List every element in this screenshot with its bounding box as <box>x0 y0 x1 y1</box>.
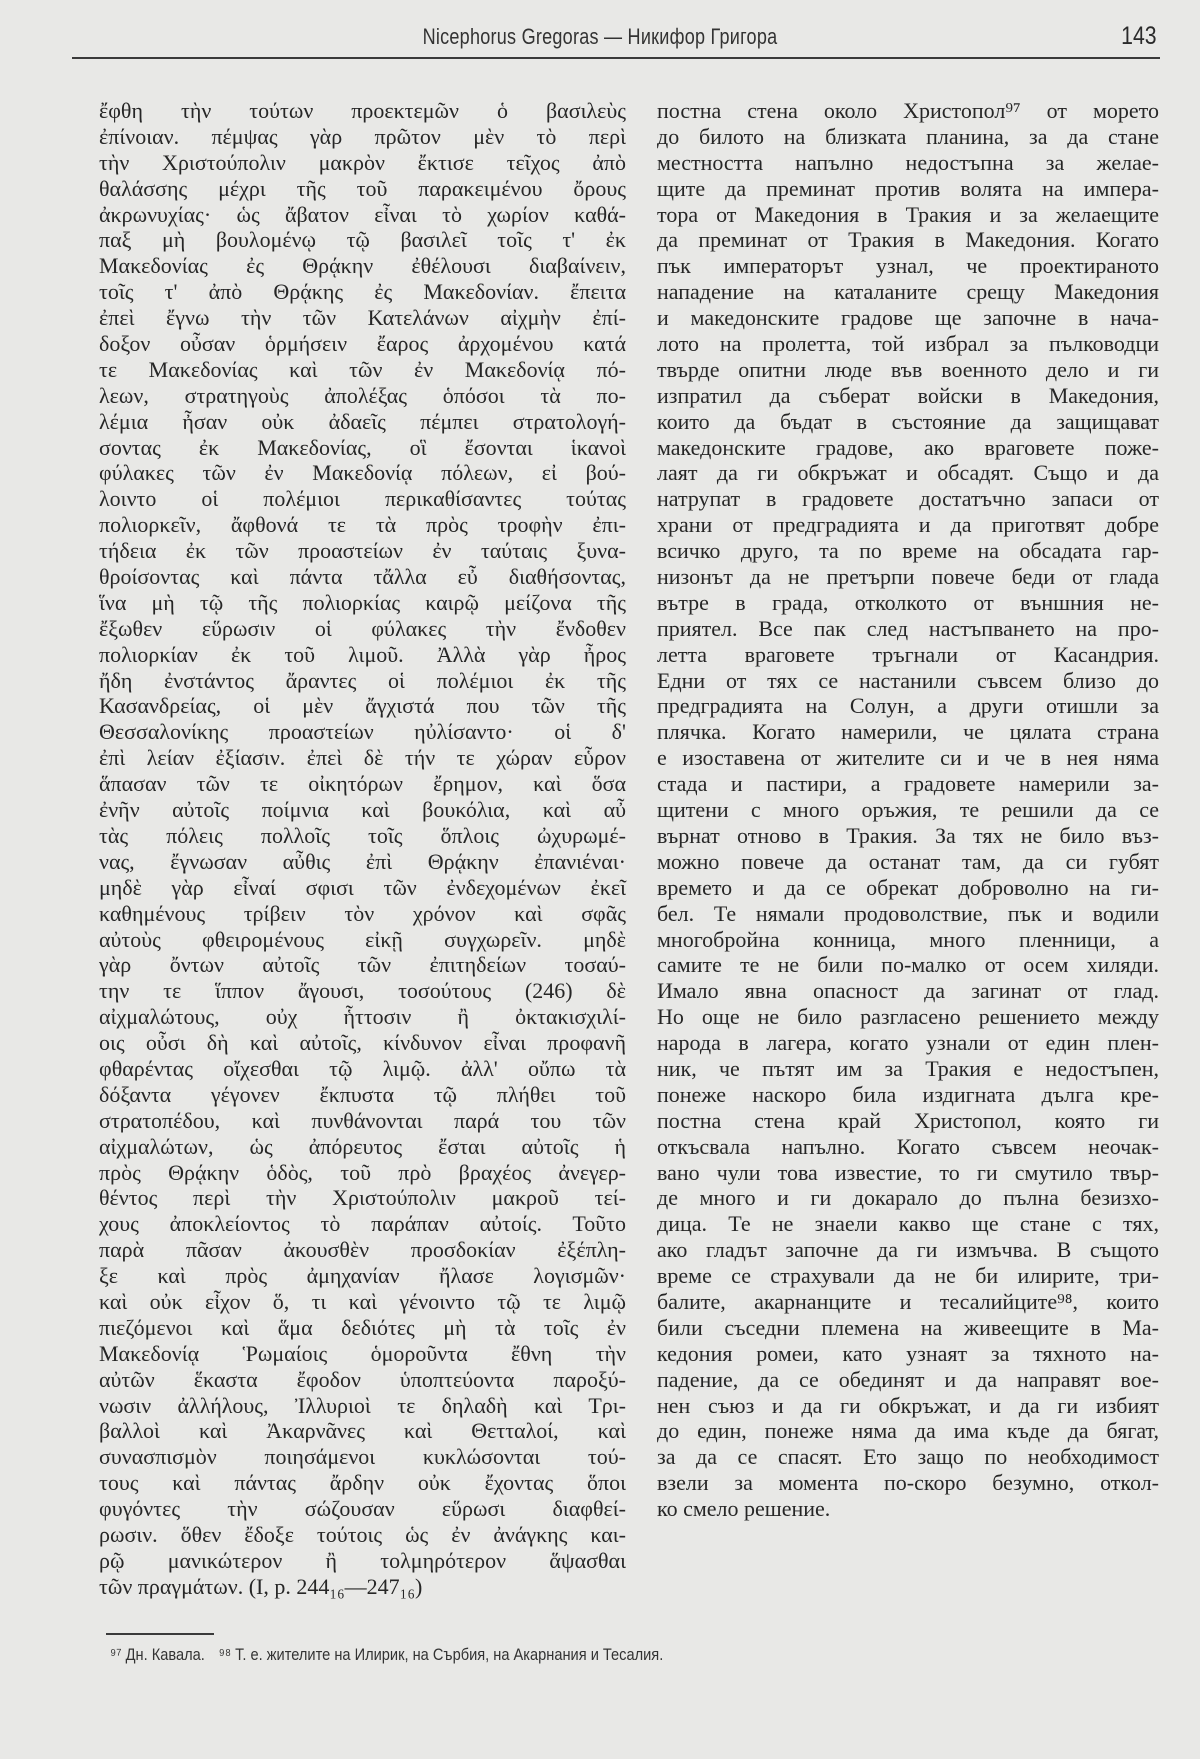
text-line: вътре в града, отколкото от външния не- <box>657 589 1159 615</box>
text-line: Θεσσαλονίκης προαστείων ηὐλίσαντο· οἱ δ' <box>99 719 626 745</box>
text-line: ἤδη ἐνστάντος ἄραντες οἱ πολέμιοι ἐκ τῆς <box>99 667 626 693</box>
text-line: λέμια ἦσαν οὐκ ἀδαεῖς πέμπει στρατολογή- <box>99 408 626 434</box>
text-line: τὰς πόλεις πολλοῖς τοῖς ὅπλοις ὠχυρωμέ- <box>99 822 626 848</box>
text-line: λοιντο οἱ πολέμιοι περικαθίσαντες τούτας <box>99 486 626 512</box>
text-line: летта враговете тръгнали от Касандрия. <box>657 641 1159 667</box>
bulgarian-translation-column <box>657 98 1159 1522</box>
text-line: ἀκρωνυχίας· ὡς ἄβατον εἶναι τὸ χωρίον καθά- <box>99 201 626 227</box>
text-line: στρατοπέδου, καὶ πυνθάνονται παρά του τῶν <box>99 1107 626 1133</box>
text-line: φθαρέντας οἴχεσθαι τῷ λιμῷ. ἀλλ' οὔπω τὰ <box>99 1055 626 1081</box>
text-line: нападение на каталаните срещу Македония <box>657 279 1159 305</box>
text-line: да преминат от Тракия в Македония. Когато <box>657 227 1159 253</box>
text-line: откъсвала напълно. Когато съвсем неочак- <box>657 1133 1159 1159</box>
text-line: времето и да се обрекат доброволно на ги- <box>657 874 1159 900</box>
text-line: τήδεια ἐκ τῶν προαστείων ἐν ταύταις ξυνα- <box>99 538 626 564</box>
text-line: τους καὶ πάντας ἄρδην οὐκ ἔχοντας ὅποι <box>99 1470 626 1496</box>
text-line: ἔφθη τὴν τούτων προεκτεμῶν ὁ βασιλεὺς <box>99 98 626 123</box>
text-line: τὴν Χριστούπολιν μακρὸν ἔκτισε τεῖχος ἀπὸ <box>99 149 626 175</box>
text-line: αὐτῶν ἕκαστα ἔφοδον ὑποπτεύοντα παροξύ- <box>99 1366 626 1392</box>
text-line: θροίσοντας καὶ πάντα τἄλλα εὖ διαθήσοντας, <box>99 564 626 590</box>
text-line: ἐπὶ λείαν ἐξίασιν. ἐπεὶ δὲ τήν τε χώραν εὗρον <box>99 745 626 771</box>
text-line: за да се спасят. Ето защо по необходимост <box>657 1444 1159 1470</box>
text-line: νας, ἔγνωσαν αὖθις ἐπὶ Θρᾴκην ἐπανιέναι· <box>99 848 626 874</box>
text-line: лаят да ги обкръжат и обсадят. Също и да <box>657 460 1159 486</box>
text-line: приятел. Все пак след настъпването на про- <box>657 615 1159 641</box>
text-line: ако гладът започне да ги измъчва. В същото <box>657 1237 1159 1263</box>
text-line: ἐνῆν αὐτοῖς ποίμνια καὶ βουκόλια, καὶ αὖ <box>99 797 626 823</box>
text-line: дица. Те не знаели какво ще стане с тях, <box>657 1211 1159 1237</box>
text-line: σοντας ἐκ Μακεδονίας, οἳ ἔσονται ἱκανοὶ <box>99 434 626 460</box>
text-line: върнат отново в Тракия. За тях не било въз- <box>657 822 1159 848</box>
text-line: ρῷ μανικώτερον ἢ τολμηρότερον ἅψασθαι <box>99 1547 626 1573</box>
text-line: щитени с много оръжия, те решили да се <box>657 797 1159 823</box>
text-line: щите да преминат против волята на импера- <box>657 175 1159 201</box>
text-line: ко смело решение. <box>657 1496 831 1522</box>
text-line: Едни от тях се настанили съвсем близо до <box>657 667 1159 693</box>
footnote-rule <box>106 1633 214 1635</box>
text-line: низонът да не претърпи повече беди от глада <box>657 564 1159 590</box>
text-line: θαλάσσης μέχρι τῆς τοῦ παρακειμένου ὄρους <box>99 175 626 201</box>
text-line: παρὰ πᾶσαν ἀκουσθὲν προσδοκίαν ἐξέπλη- <box>99 1237 626 1263</box>
text-line: ἅπασαν τῶν τε οἰκητόρων ἔρημον, καὶ ὅσα <box>99 771 626 797</box>
text-line: καθημένους τρίβειν τὸν χρόνον καὶ σφᾶς <box>99 900 626 926</box>
text-line: λεων, στρατηγοὺς ἀπολέξας ὁπόσοι τὰ πο- <box>99 382 626 408</box>
text-line: παξ μὴ βουλομένῳ τῷ βασιλεῖ τοῖς τ' ἐκ <box>99 227 626 253</box>
text-line: Μακεδονίας ἐς Θρᾴκην ἐθέλουσι διαβαίνειν, <box>99 253 626 279</box>
text-line: αὐτοὺς φθειρομένους εἰκῇ συγχωρεῖν. μηδὲ <box>99 926 626 952</box>
footnotes <box>110 1645 677 1665</box>
text-line: понеже наскоро била издигната дълга кре- <box>657 1081 1159 1107</box>
text-line: време се страхували да не би илирите, три- <box>657 1263 1159 1289</box>
text-line: ἐπίνοιαν. πέμψας γὰρ πρῶτον μὲν τὸ περὶ <box>99 123 626 149</box>
text-line: лото на пролетта, той избрал за пълководци <box>657 331 1159 357</box>
text-line: ρωσιν. ὅθεν ἔδοξε τούτοις ὡς ἐν ἀνάγκης και- <box>99 1521 626 1547</box>
text-line: Но още не било разгласено решението между <box>657 1004 1159 1030</box>
text-line: взели за момента по-скоро безумно, откол- <box>657 1470 1159 1496</box>
text-line: πολιορκεῖν, ἄφθονά τε τὰ πρὸς τροφὴν ἐπι- <box>99 512 626 538</box>
text-line: φύλακες τῶν ἐν Μακεδονίᾳ πόλεων, εἰ βού- <box>99 460 626 486</box>
text-line: балите, акарнанците и тесалийците⁹⁸, които <box>657 1288 1159 1314</box>
text-line: ἵνα μὴ τῷ τῆς πολιορκίας καιρῷ μείζονα τῆς <box>99 589 626 615</box>
text-line: Имало явна опасност да загинат от глад. <box>657 978 1159 1004</box>
text-line: народа в лагера, когато узнали от един плен- <box>657 1030 1159 1056</box>
text-line: тора от Македония в Тракия и за желаещите <box>657 201 1159 227</box>
text-line: αἰχμαλώτων, ὡς ἀπόρευτος ἔσται αὐτοῖς ἡ <box>99 1133 626 1159</box>
text-line: многобройна конница, много пленници, а <box>657 926 1159 952</box>
text-line: де много и ги докарало до пълна безизхо- <box>657 1185 1159 1211</box>
text-line: вано чули това известие, то ги смутило твър- <box>657 1159 1159 1185</box>
text-line: την τε ἵππον ἄγουσι, τοσούτους (246) δὲ <box>99 978 626 1004</box>
text-line: до билото на близката планина, за да стане <box>657 123 1159 149</box>
text-line: нен съюз и да ги обкръжат, и да ги избият <box>657 1392 1159 1418</box>
text-line: местността напълно недостъпна за желае- <box>657 149 1159 175</box>
text-line: можно повече да останат там, да си губят <box>657 848 1159 874</box>
text-line: твърде опитни люде във военното дело и ги <box>657 356 1159 382</box>
text-line: πολιορκίαν ἐκ τοῦ λιμοῦ. Ἀλλὰ γὰρ ἦρος <box>99 641 626 667</box>
text-line: пък императорът узнал, че проектираното <box>657 253 1159 279</box>
text-line: θέντος περὶ τὴν Χριστούπολιν μακροῦ τεί- <box>99 1185 626 1211</box>
text-line: καὶ οὐκ εἶχον ὅ, τι καὶ γένοιντο τῷ τε λιμῷ <box>99 1288 626 1314</box>
text-line: стада и пастири, а градовете намерили за- <box>657 771 1159 797</box>
text-line: храни от предградията и да приготвят добре <box>657 512 1159 538</box>
header-rule <box>72 57 1160 59</box>
text-line: до един, понеже няма да има къде да бягат, <box>657 1418 1159 1444</box>
text-line: γὰρ ὄντων αὐτοῖς τῶν ἐπιτηδείων τοσαύ- <box>99 952 626 978</box>
text-line: постна стена край Христопол, която ги <box>657 1107 1159 1133</box>
text-line: νωσιν ἀλλήλους, Ἰλλυριοὶ τε δηλαδὴ καὶ Τρι- <box>99 1392 626 1418</box>
text-line: συνασπισμὸν ποιησάμενοι κυκλώσονται τού- <box>99 1444 626 1470</box>
text-line: χους ἀποκλείοντος τὸ παράπαν αὐτοίς. Τοῦτο <box>99 1211 626 1237</box>
text-line: φυγόντες τὴν σώζουσαν εὕρωσι διαφθεί- <box>99 1496 626 1522</box>
text-line: αἰχμαλώτους, οὐχ ἧττοσιν ἢ ὀκτακισχιλί- <box>99 1004 626 1030</box>
text-line: μηδὲ γὰρ εἶναί σφισι τῶν ἐνδεχομένων ἐκεῖ <box>99 874 626 900</box>
text-line: постна стена около Христопол⁹⁷ от морето <box>657 98 1159 123</box>
text-line: били съседни племена на живеещите в Ма- <box>657 1314 1159 1340</box>
text-line: изпратил да съберат войски в Македония, <box>657 382 1159 408</box>
page-number: 143 <box>1121 22 1157 50</box>
footnote: ⁹⁷ Дн. Кавала. <box>110 1645 205 1664</box>
text-line: падение, да се обединят и да направят вое- <box>657 1366 1159 1392</box>
text-line: всичко друго, та по време на обсадата гар- <box>657 538 1159 564</box>
text-line: Μακεδονίᾳ Ῥωμαίοις ὁμοροῦντα ἔθνη τὴν <box>99 1340 626 1366</box>
text-line: плячка. Когато намерили, че цялата страна <box>657 719 1159 745</box>
text-line: кедония ромеи, като узнаят за тяхното на- <box>657 1340 1159 1366</box>
text-line: е изоставена от жителите си и че в нея няма <box>657 745 1159 771</box>
text-line: ник, че пътят им за Тракия е недостъпен, <box>657 1055 1159 1081</box>
text-line: ξε καὶ πρὸς ἀμηχανίαν ἤλασε λογισμῶν· <box>99 1263 626 1289</box>
text-line: δοξον οὖσαν ὁρμήσειν ἔαρος ἀρχομένου κατά <box>99 331 626 357</box>
text-line: τῶν πραγμάτων. (I, p. 244₁₆—247₁₆) <box>99 1573 423 1599</box>
text-line: ἐπεὶ ἔγνω τὴν τῶν Κατελάνων αἰχμὴν ἐπί- <box>99 305 626 331</box>
text-line: ἔξωθεν εὕρωσιν οἱ φύλακες τὴν ἔνδοθεν <box>99 615 626 641</box>
text-line: τε Μακεδονίας καὶ τῶν ἐν Μακεδονίᾳ πό- <box>99 356 626 382</box>
text-line: τοῖς τ' ἀπὸ Θρᾴκης ἐς Μακεδονίαν. ἔπειτα <box>99 279 626 305</box>
text-line: предградията на Солун, а други отишли за <box>657 693 1159 719</box>
text-line: δόξαντα γέγονεν ἔκπυστα τῷ πλήθει τοῦ <box>99 1081 626 1107</box>
running-header-title: Nicephorus Gregoras — Никифор Григора <box>422 24 778 49</box>
text-line: οις οὖσι δὴ καὶ αὐτοῖς, κίνδυνον εἶναι προφανῆ <box>99 1030 626 1056</box>
text-line: самите те не били по-малко от осем хиляди. <box>657 952 1159 978</box>
text-line: и македонските градове ще започне в нача- <box>657 305 1159 331</box>
text-line: πιεζόμενοι καὶ ἅμα δεδιότες μὴ τὰ τοῖς ἐν <box>99 1314 626 1340</box>
text-line: бел. Те нямали продоволствие, пък и водили <box>657 900 1159 926</box>
text-line: натрупат в градовете достатъчно запаси от <box>657 486 1159 512</box>
text-line: македонските градове, ако враговете поже- <box>657 434 1159 460</box>
footnote: ⁹⁸ Т. е. жителите на Илирик, на Сърбия, на Акарнания и Тесалия. <box>218 1645 664 1664</box>
text-line: βαλλοὶ καὶ Ἀκαρνᾶνες καὶ Θετταλοί, καὶ <box>99 1418 626 1444</box>
text-line: които да бъдат в състояние да защищават <box>657 408 1159 434</box>
greek-text-column <box>99 98 626 1600</box>
text-line: Κασανδρείας, οἱ μὲν ἄγχιστά που τῶν τῆς <box>99 693 626 719</box>
text-line: πρὸς Θρᾴκην ὁδὸς, τοῦ πρὸ βραχέος ἀνεγερ- <box>99 1159 626 1185</box>
